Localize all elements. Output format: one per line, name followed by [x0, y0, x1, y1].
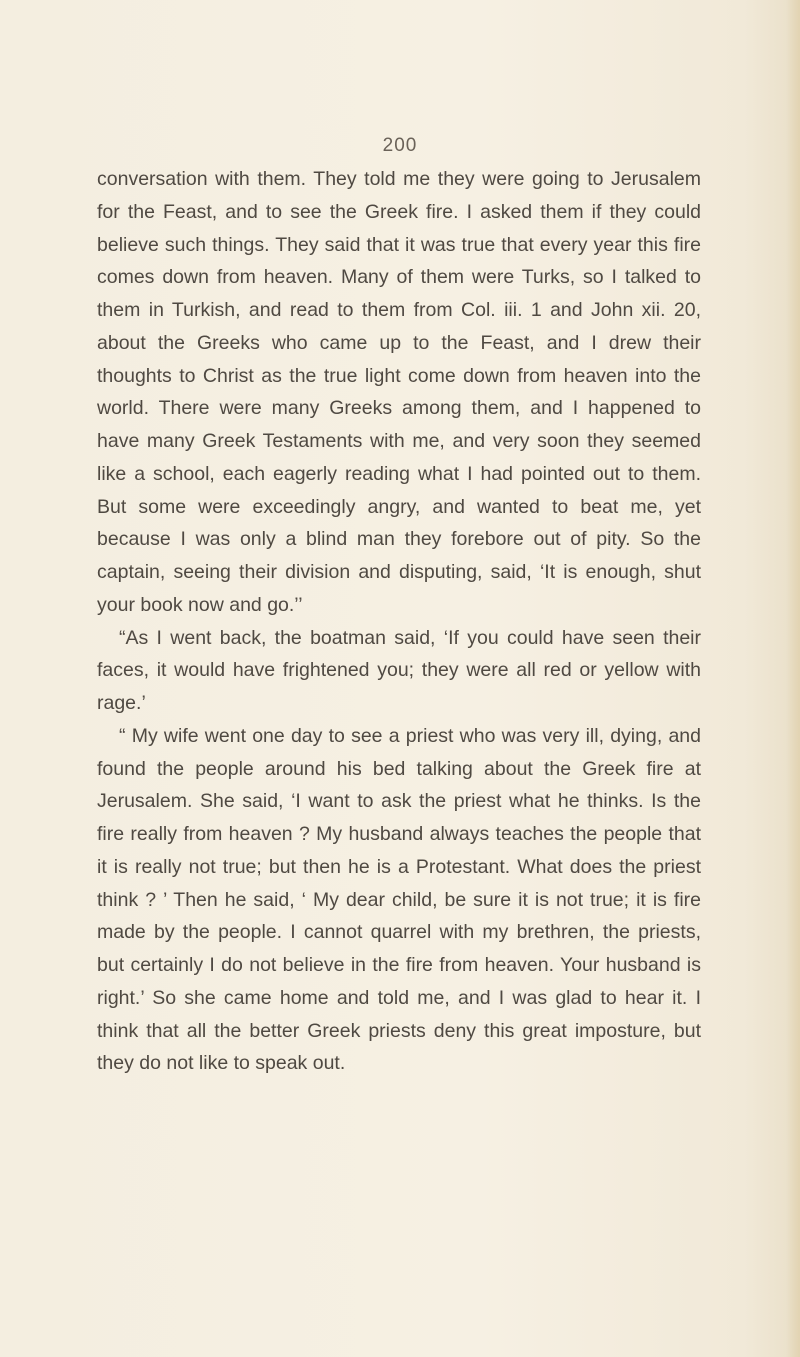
paragraph-2: “As I went back, the boatman said, ‘If you could have seen their faces, it would have frightened you; they were all red or yellow with rage.’	[97, 626, 701, 714]
page-edge-shadow	[786, 0, 800, 1357]
page-number: 200	[382, 135, 418, 156]
paragraph-3: “ My wife went one day to see a priest who was very ill, dying, and found the people around his bed talking about the Greek fire at Jerusalem. She said, ‘I want to ask the priest what he thinks. Is the fire really from heaven ? My husband always teaches the people that it is really not true; but then he is a Protestant. What does the priest think ? ’ Then he said, ‘ My dear child, be sure it is not true; it is fire made by the people. I cannot quarrel with my brethren, the priests, but certainly I do not believe in the fire from heaven. Your husband is right.’ So she came home and told me, and I was glad to hear it. I think that all the better Greek priests deny this great imposture, but they do not like to speak out.	[97, 724, 701, 1075]
paragraph-1: conversation with them. They told me they were going to Jerusalem for the Feast, and to see the Greek fire. I asked them if they could believe such things. They said that it was true that every year this fire comes down from heaven. Many of them were Turks, so I talked to them in Turkish, and read to them from Col. iii. 1 and John xii. 20, about the Greeks who came up to the Feast, and I drew their thoughts to Christ as the true light come down from heaven into the world. There were many Greeks among them, and I happened to have many Greek Testaments with me, and very soon they seemed like a school, each eagerly reading what I had pointed out to them. But some were exceedingly angry, and wanted to beat me, yet because I was only a blind man they forebore out of pity. So the captain, seeing their division and disputing, said, ‘It is enough, shut your book now and go.’’	[97, 168, 701, 616]
page-body	[97, 163, 701, 1080]
